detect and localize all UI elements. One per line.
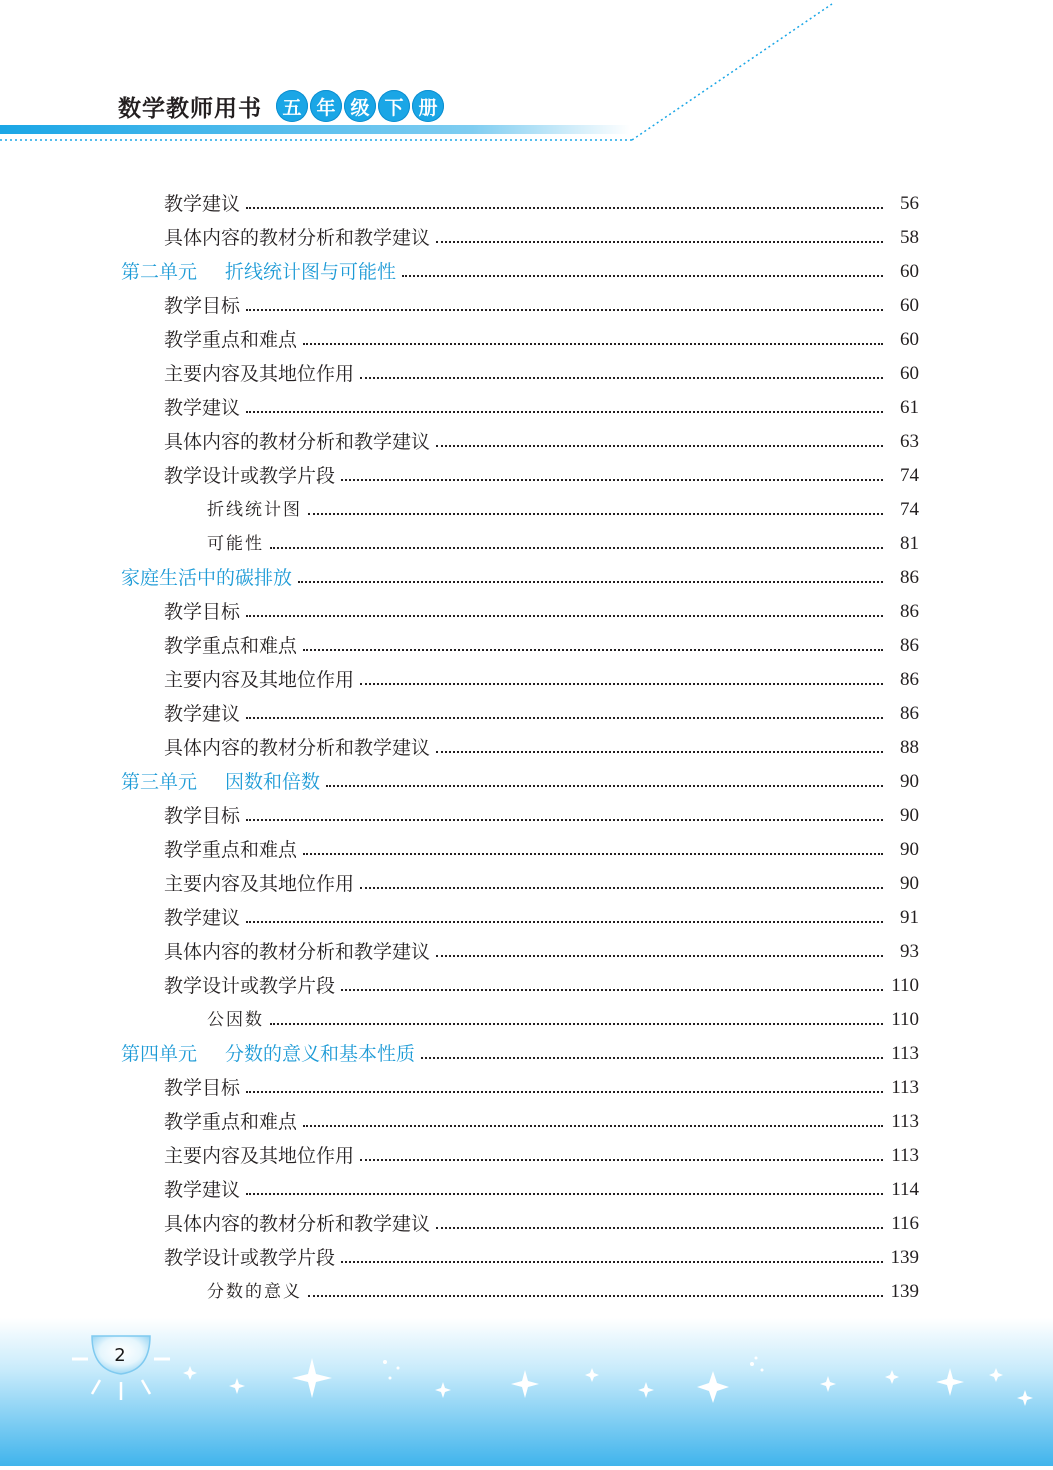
- toc-entry-label: [164, 1173, 240, 1207]
- toc-row: [164, 1207, 919, 1241]
- toc-page-number: 60: [900, 261, 919, 282]
- toc-unit-number: 第三单元: [121, 771, 198, 793]
- toc-entry-title: 教学目标: [164, 1077, 241, 1099]
- toc-entry-label: [164, 221, 430, 255]
- toc-page-number: 113: [891, 1077, 919, 1098]
- toc-entry-label: [164, 289, 240, 323]
- toc-leader-dots: [270, 547, 883, 549]
- toc-row: [164, 935, 919, 969]
- toc-page-number: 139: [890, 1281, 919, 1302]
- grade-badge: 册: [412, 90, 444, 122]
- toc-page-number: 113: [891, 1043, 919, 1064]
- toc-row: [164, 1105, 919, 1139]
- toc-leader-dots: [303, 343, 883, 345]
- footer-decoration: [0, 1318, 1053, 1466]
- toc-entry-label: [164, 1105, 297, 1139]
- toc-leader-dots: [246, 717, 883, 719]
- toc-entry-label: [164, 731, 430, 765]
- toc-row: [207, 527, 919, 561]
- toc-page-number: 110: [891, 975, 919, 996]
- toc-entry-title: 教学设计或教学片段: [164, 975, 336, 997]
- toc-entry-label: [121, 561, 292, 595]
- toc-entry-title: 折线统计图与可能性: [225, 261, 397, 283]
- toc-leader-dots: [303, 649, 883, 651]
- toc-entry-label: [164, 357, 354, 391]
- toc-entry-label: [164, 425, 430, 459]
- toc-leader-dots: [246, 411, 883, 413]
- toc-entry-title: 因数和倍数: [225, 771, 321, 793]
- toc-entry-label: [164, 629, 297, 663]
- toc-page-number: 81: [900, 533, 919, 554]
- toc-entry-title: 具体内容的教材分析和教学建议: [164, 1213, 431, 1235]
- toc-entry-title: 分数的意义和基本性质: [225, 1043, 416, 1065]
- toc-page-number: 56: [900, 193, 919, 214]
- toc-page-number: 90: [900, 805, 919, 826]
- toc-unit-row: [121, 1037, 919, 1071]
- toc-page-number: 86: [900, 567, 919, 588]
- toc-leader-dots: [246, 921, 883, 923]
- toc-entry-title: 教学设计或教学片段: [164, 1247, 336, 1269]
- toc-entry-label: [207, 527, 264, 561]
- toc-entry-label: [164, 459, 335, 493]
- toc-entry-label: [164, 935, 430, 969]
- toc-entry-title: 具体内容的教材分析和教学建议: [164, 431, 431, 453]
- toc-leader-dots: [308, 513, 883, 515]
- toc-row: [207, 493, 919, 527]
- toc-entry-label: [164, 1207, 430, 1241]
- toc-page-number: 63: [900, 431, 919, 452]
- toc-page-number: 90: [900, 839, 919, 860]
- toc-page-number: 61: [900, 397, 919, 418]
- toc-page-number: 114: [891, 1179, 919, 1200]
- toc-entry-label: [121, 255, 396, 289]
- toc-entry-label: [121, 1037, 415, 1071]
- toc-row: [164, 663, 919, 697]
- toc-entry-label: [164, 187, 240, 221]
- toc-entry-label: [164, 799, 240, 833]
- toc-row: [164, 595, 919, 629]
- toc-entry-title: 教学重点和难点: [164, 635, 298, 657]
- grade-badge: 五: [276, 90, 308, 122]
- toc-entry-title: 教学建议: [164, 703, 241, 725]
- toc-entry-title: 主要内容及其地位作用: [164, 873, 355, 895]
- toc-page-number: 74: [900, 499, 919, 520]
- toc-entry-title: 分数的意义: [207, 1282, 302, 1302]
- header-decoration: [0, 0, 1053, 150]
- toc-entry-label: [164, 323, 297, 357]
- toc-row: [164, 697, 919, 731]
- toc-entry-title: 教学建议: [164, 1179, 241, 1201]
- toc-page-number: 60: [900, 363, 919, 384]
- toc-page-number: 90: [900, 873, 919, 894]
- toc-leader-dots: [360, 1159, 883, 1161]
- toc-row: [164, 289, 919, 323]
- toc-unit-row: [121, 561, 919, 595]
- toc-leader-dots: [360, 683, 883, 685]
- toc-row: [164, 867, 919, 901]
- page-number: 2: [114, 1345, 126, 1366]
- toc-entry-title: 教学建议: [164, 193, 241, 215]
- toc-entry-label: [164, 1071, 240, 1105]
- toc-row: [164, 357, 919, 391]
- toc-unit-row: [121, 765, 919, 799]
- toc-entry-title: 教学重点和难点: [164, 329, 298, 351]
- toc-row: [164, 1173, 919, 1207]
- toc-entry-title: 主要内容及其地位作用: [164, 363, 355, 385]
- toc-leader-dots: [246, 309, 883, 311]
- toc-entry-label: [164, 1241, 335, 1275]
- toc-entry-title: 教学建议: [164, 907, 241, 929]
- toc-leader-dots: [436, 955, 883, 957]
- toc-entry-label: [164, 595, 240, 629]
- toc-page-number: 60: [900, 295, 919, 316]
- toc-entry-label: [121, 765, 320, 799]
- toc-leader-dots: [308, 1295, 883, 1297]
- toc-entry-label: [164, 969, 335, 1003]
- toc-leader-dots: [360, 377, 883, 379]
- toc-unit-number: 第二单元: [121, 261, 198, 283]
- toc-unit-row: [121, 255, 919, 289]
- toc-page-number: 93: [900, 941, 919, 962]
- toc-leader-dots: [341, 479, 883, 481]
- toc-entry-title: 教学目标: [164, 601, 241, 623]
- toc-page-number: 110: [891, 1009, 919, 1030]
- toc-leader-dots: [246, 615, 883, 617]
- toc-entry-title: 家庭生活中的碳排放: [121, 567, 293, 589]
- page-header: [0, 0, 1053, 150]
- toc-row: [164, 391, 919, 425]
- toc-row: [164, 969, 919, 1003]
- toc-entry-title: 教学重点和难点: [164, 1111, 298, 1133]
- toc-entry-title: 教学建议: [164, 397, 241, 419]
- toc-entry-label: [164, 833, 297, 867]
- toc-leader-dots: [341, 989, 883, 991]
- toc-page-number: 58: [900, 227, 919, 248]
- toc-row: [164, 187, 919, 221]
- header-bar: [0, 125, 630, 134]
- toc-entry-label: [164, 663, 354, 697]
- toc-page-number: 86: [900, 703, 919, 724]
- toc-leader-dots: [246, 819, 883, 821]
- toc-entry-title: 可能性: [207, 534, 264, 554]
- toc-leader-dots: [436, 241, 883, 243]
- book-title: 数学教师用书: [118, 95, 262, 122]
- toc-entry-label: [207, 493, 302, 527]
- toc-page-number: 86: [900, 669, 919, 690]
- toc-row: [164, 459, 919, 493]
- page-footer: [0, 1318, 1053, 1466]
- toc-row: [164, 425, 919, 459]
- toc-row: [207, 1275, 919, 1309]
- header-diagonal-line: [632, 4, 832, 140]
- grade-badge: 年: [310, 90, 342, 122]
- toc-leader-dots: [402, 275, 883, 277]
- toc-leader-dots: [303, 853, 883, 855]
- toc-row: [164, 323, 919, 357]
- toc-entry-label: [164, 901, 240, 935]
- toc-entry-title: 具体内容的教材分析和教学建议: [164, 227, 431, 249]
- toc-row: [207, 1003, 919, 1037]
- toc-entry-label: [164, 391, 240, 425]
- toc-page-number: 139: [890, 1247, 919, 1268]
- toc-entry-label: [207, 1003, 264, 1037]
- toc-page-number: 91: [900, 907, 919, 928]
- toc-entry-title: 具体内容的教材分析和教学建议: [164, 941, 431, 963]
- toc-entry-label: [164, 697, 240, 731]
- toc-entry-title: 教学目标: [164, 295, 241, 317]
- toc-leader-dots: [436, 1227, 883, 1229]
- toc-leader-dots: [246, 1193, 883, 1195]
- toc-row: [164, 901, 919, 935]
- toc-leader-dots: [436, 751, 883, 753]
- toc-page-number: 90: [900, 771, 919, 792]
- toc-entry-title: 教学目标: [164, 805, 241, 827]
- toc-entry-title: 折线统计图: [207, 500, 302, 520]
- toc-entry-title: 主要内容及其地位作用: [164, 669, 355, 691]
- toc-page-number: 113: [891, 1145, 919, 1166]
- toc-row: [164, 1071, 919, 1105]
- toc-row: [164, 731, 919, 765]
- toc-leader-dots: [360, 887, 883, 889]
- grade-badge: 下: [378, 90, 410, 122]
- toc-page-number: 86: [900, 601, 919, 622]
- toc-entry-title: 公因数: [207, 1010, 264, 1030]
- toc-page-number: 74: [900, 465, 919, 486]
- toc-page-number: 116: [891, 1213, 919, 1234]
- toc-page-number: 86: [900, 635, 919, 656]
- toc-page-number: 88: [900, 737, 919, 758]
- grade-badges: [276, 90, 446, 122]
- toc-row: [164, 1241, 919, 1275]
- toc-leader-dots: [246, 207, 883, 209]
- toc-row: [164, 799, 919, 833]
- toc-unit-number: 第四单元: [121, 1043, 198, 1065]
- toc-leader-dots: [436, 445, 883, 447]
- toc-row: [164, 1139, 919, 1173]
- toc-row: [164, 833, 919, 867]
- toc-leader-dots: [246, 1091, 883, 1093]
- toc-leader-dots: [303, 1125, 883, 1127]
- toc-leader-dots: [341, 1261, 883, 1263]
- toc-page-number: 113: [891, 1111, 919, 1132]
- toc-entry-title: 教学设计或教学片段: [164, 465, 336, 487]
- toc-entry-label: [164, 1139, 354, 1173]
- toc-leader-dots: [421, 1057, 883, 1059]
- toc-leader-dots: [326, 785, 883, 787]
- toc-entry-title: 主要内容及其地位作用: [164, 1145, 355, 1167]
- toc-entry-title: 教学重点和难点: [164, 839, 298, 861]
- toc-leader-dots: [270, 1023, 883, 1025]
- toc-leader-dots: [298, 581, 883, 583]
- toc-row: [164, 629, 919, 663]
- toc-entry-title: 具体内容的教材分析和教学建议: [164, 737, 431, 759]
- toc-row: [164, 221, 919, 255]
- toc-entry-label: [207, 1275, 302, 1309]
- toc-page-number: 60: [900, 329, 919, 350]
- grade-badge: 级: [344, 90, 376, 122]
- toc-entry-label: [164, 867, 354, 901]
